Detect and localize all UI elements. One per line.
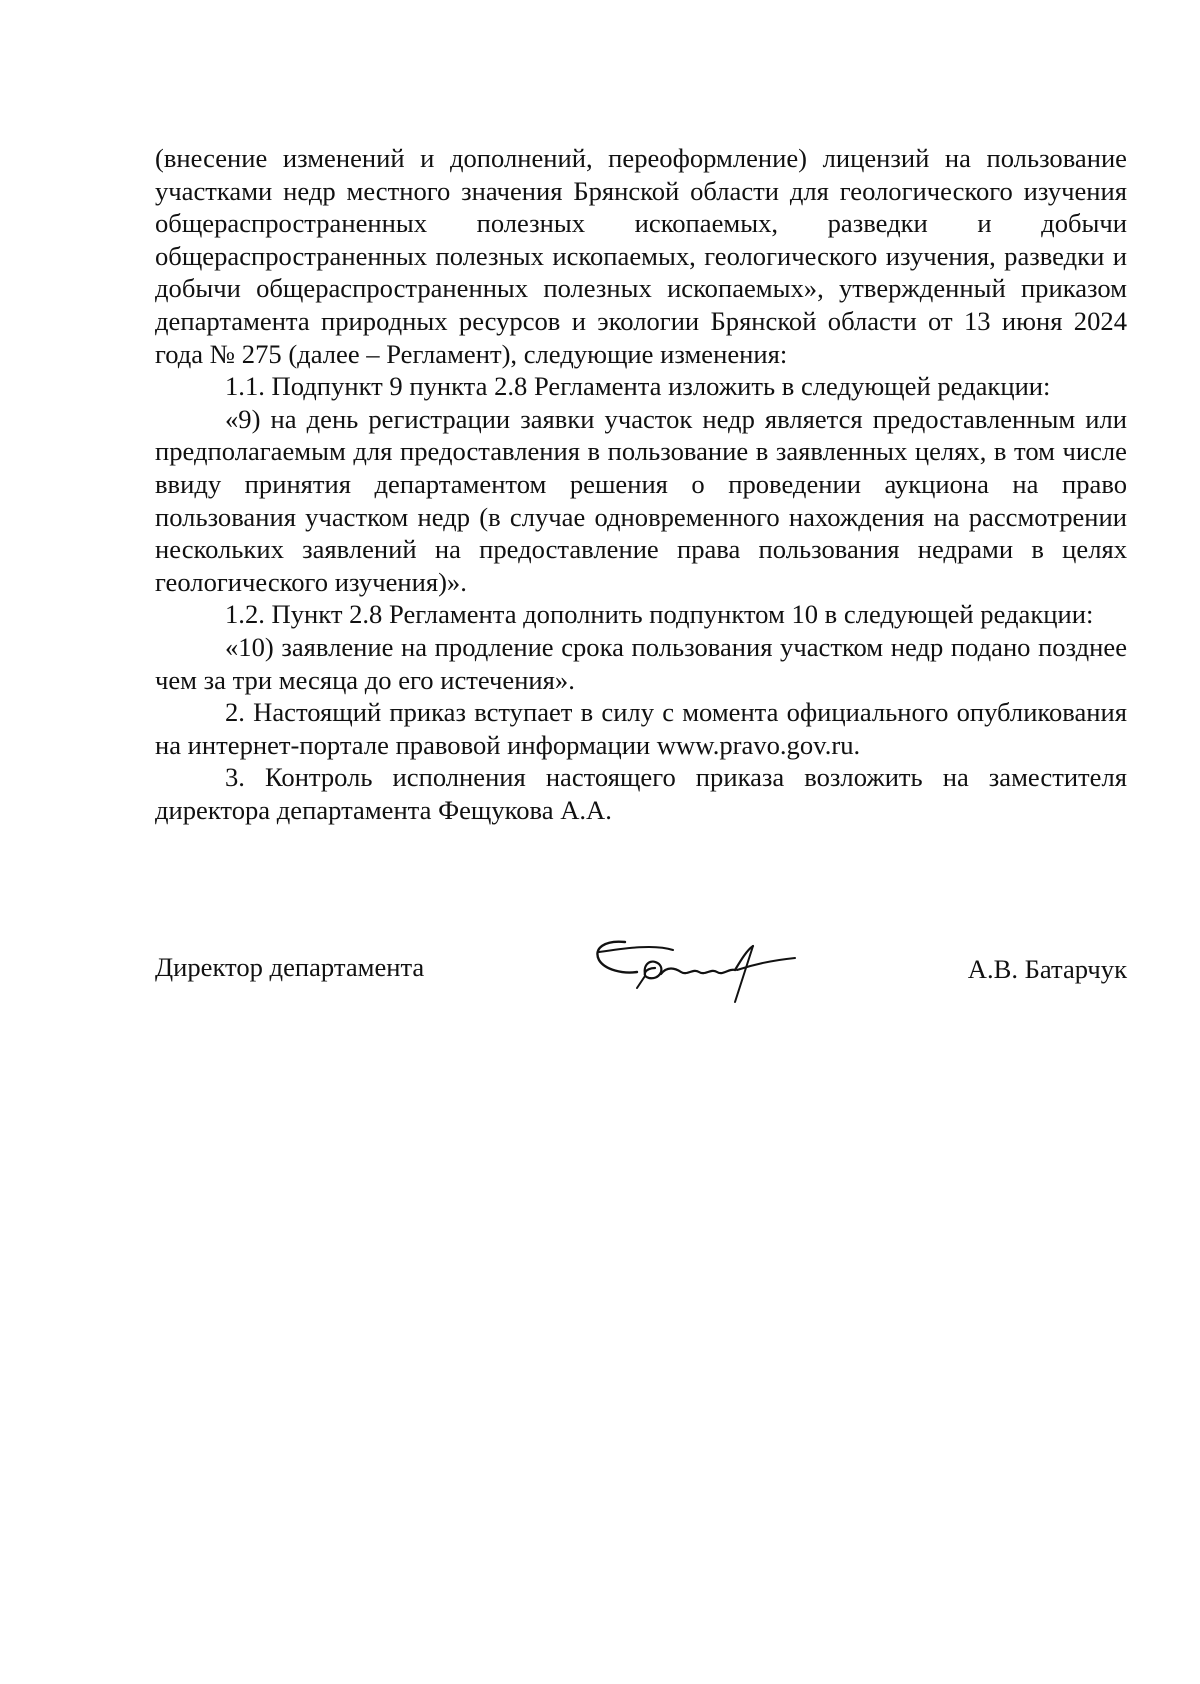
- signature-block: [155, 940, 1127, 1030]
- paragraph-subitem-10: «10) заявление на продление срока пользования участком недр подано позднее чем за три месяца до его истечения».: [155, 631, 1127, 695]
- signatory-position: Директор департамента: [155, 952, 425, 982]
- paragraph-subitem-9: «9) на день регистрации заявки участок недр является предоставленным или предполагаемым для предоставления в пользование в заявленных целях, в том числе ввиду принятия департаментом решения о проведении аукциона на право пользования участком недр (в случае одновременного нахождения на рассмотрении нескольких заявлений на предоставление права пользования недрами в целях геологического изучения)».: [155, 403, 1127, 597]
- paragraph-2-effective-date: 2. Настоящий приказ вступает в силу с момента официального опубликования на интернет-портале правовой информации www.pravo.gov.ru.: [155, 697, 1127, 760]
- paragraph-3-control: 3. Контроль исполнения настоящего приказа возложить на заместителя директора департамента Фещукова А.А.: [155, 762, 1127, 825]
- paragraph-regulation-amendment: (внесение изменений и дополнений, переоформление) лицензий на пользование участками недр местного значения Брянской области для геологического изучения общераспространенных полезных ископаемых, разведки и добычи общераспространенных полезных ископаемых, геологического изучения, разведки и добычи общераспространенных полезных ископаемых», утвержденный приказом департамента природных ресурсов и экологии Брянской области от 13 июня 2024 года № 275 (далее – Регламент), следующие изменения:: [155, 143, 1127, 369]
- document-body: [155, 142, 1127, 826]
- paragraph-1-2: 1.2. Пункт 2.8 Регламента дополнить подпунктом 10 в следующей редакции:: [225, 599, 1094, 630]
- signatory-name: А.В. Батарчук: [967, 954, 1127, 984]
- paragraph-1-1: 1.1. Подпункт 9 пункта 2.8 Регламента изложить в следующей редакции:: [225, 371, 1051, 402]
- handwritten-signature-icon: [585, 930, 805, 1010]
